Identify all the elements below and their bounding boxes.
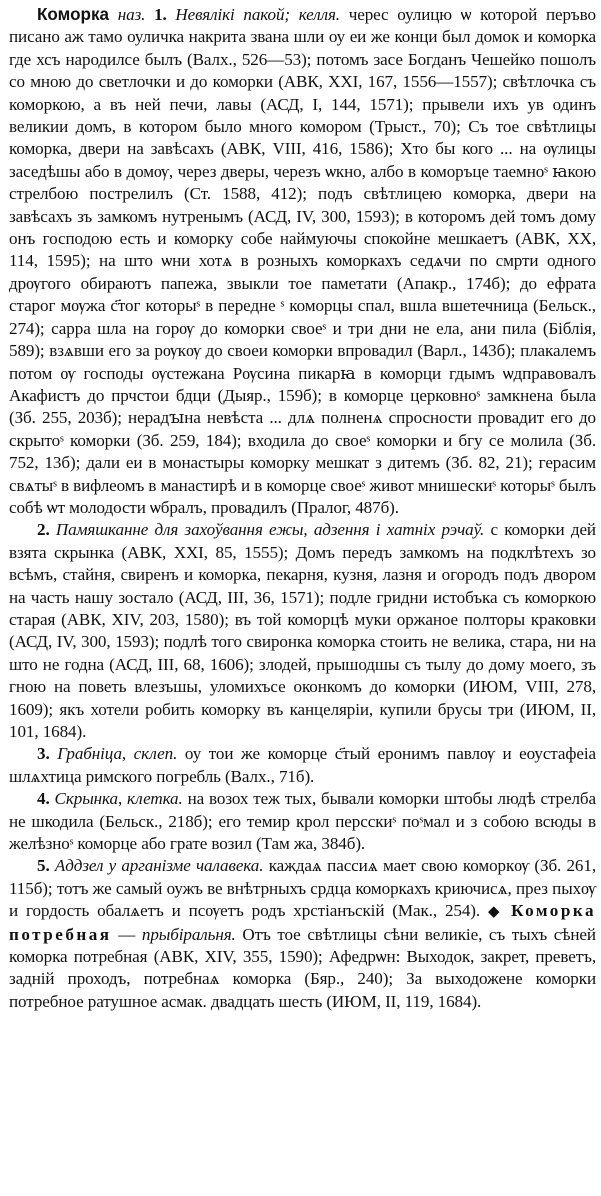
sense-2-citations: с коморки дей взята скрынка (АВК, XXI, 85, 1555); Домъ передъ замкомъ на подклѣтехъ зо всѣмъ, стайня, свиренъ и коморка, пекарня, кузня, лазня и огородъ подъ двором на часть нашу зостало (АСД, III, 36, 1571); подле гридни истобъка съ коморкою старая (АВК, XIV, 203, 1580); въ той коморцѣ муки оржаное полторы краковки (АСД, IV, 300, 1593); подлѣ того свиронка коморка стоить не велика, стара, ни на што не годна (АСД, III, 68, 1606); злодей, прышодшы съ тылу до дому моего, зъ гною на поветь влезъшы, уломихъсе оконкомъ до коморки (ИЮМ, VIII, 278, 1609); якъ хотели робить коморку въ канцеляріи, купили брусы три (ИЮМ, II, 101, 1684). [9,520,596,741]
sense-3-number: 3. [37,744,50,764]
sense-4-number: 4. [37,789,50,809]
sense-3-citations: оу тои же коморце с҃тый еронимъ павлѹ и еоустафеіа шлѧхтица римского погребль (Валх., 71б). [9,744,596,786]
diamond-marker-icon: ◆ [488,904,504,921]
sense-5-definition: Аддзел у арганізме чалавека. [54,856,264,876]
grammar-label: наз. [117,5,146,24]
sense-5-citations: каждаѧ пассиѧ мает свою коморкѹ (Зб. 261, 115б); тотъ же самый оужъ ве внѣтрныхъ срдца коморкахъ криючисѧ, през пыхѹ и гордость обалѧетъ и псѹетъ родъ хрстіанъскій (Мак., 254). [9,856,596,921]
sense-2-definition: Памяшканне для захоўвання ежы, адзення і хатніх рэчаў. [55,520,485,540]
sense-5-number: 5. [37,856,50,876]
sense-4-paragraph [9,788,596,855]
sense-1-paragraph [9,4,596,519]
subentry-definition: прыбіральня. [141,924,236,944]
sense-3-paragraph [9,743,596,788]
sense-3-definition: Грабніца, склеп. [57,744,178,764]
sense-2-number: 2. [37,520,50,540]
sense-2-paragraph [9,519,596,743]
sense-1-definition: Невялікі пакой; келля. [175,5,340,24]
sense-4-citations: на возох теж тых, бывали коморки штобы людѣ стрелба не шкодила (Бельск., 218б); его темир крол персскиˢ поˢмал и з собою всюды в желѣзноˢ коморце або грате возил (Там жа, 384б). [9,789,596,854]
headword: Коморка [37,5,110,24]
sense-1-citations: черес оулицю ѡ которой перъво писано аж тамо оуличка накрита звана шли оу еи же конци был домок и коморка где хсъ народилсе былъ (Валх., 526—53); потомъ засе Богданъ Чешейко пошолъ со мною до светлочки и до коморки (АВК, XXI, 167, 1556—1557); свѣтлочка съ коморкою, а въ ней печи, лавы (АСД, I, 144, 1571); прывели ихъ ув одинъ великии домъ, в котором было много комором (Трыст., 70); Съ тое свѣтлицы коморка, двери на завѣсахъ (АВК, VIII, 416, 1586); Хто бы кого ... на ѹлицы заседѣшы або в домѹ, через дверы, черезъ ѡкно, албо в коморъце таемноˢ ꙗкою стрелбою пострелилъ (Ст. 1588, 412); подъ свѣтлицею коморка, двери на завѣсахъ зъ замкомъ нутренымъ (АСД, IV, 300, 1593); в которомъ дей томъ дому онъ господою есть и коморку собе наймуючы спокойне мешкаетъ (АВК, XX, 114, 1595); на што ѡни хотѧ в розныхъ коморкахъ седѧчи по смрти одного дрѹгого обираютъ папежа, звыкли тое паметати (Апакр., 174б); до ефрата старог мѹжа с҃тог которыˢ в передне ˢ коморцы спал, вшла вшетечница (Бельск., 274); сарра шла на горѹ до коморки своеˢ и три дни не ела, ани пила (Біблія, 589); взѧвши его за рѹкѹ до своеи коморки впровадил (Варл., 143б); плакалемъ потом ѹ господы ѹстежана Рѹсина пикарꙗ в коморци гдымъ ѡдправовалъ Акафистъ до прчстои бдци (Дыяр., 159б); в коморце церковноˢ замкнена была (Зб. 255, 203б); нерадꙑна невѣста ... длѧ полненѧ спросности провадит его до скрытоˢ коморки (Зб. 259, 184); входила до своеˢ коморки и бгу се молила (Зб. 752, 13б); дали еи в монастыры коморку мешкат з дитемъ (Зб. 82, 21); герасим свѧтыˢ в вифлеомъ в манастирѣ и в коморце своеˢ живот мнишескиˢ которыˢ былъ собѣ ѡт молодости ѡбралъ, провадилъ (Пралог, 487б). [9,5,596,517]
subentry-citations: Отъ тое свѣтлицы сѣни великіе, съ тыхъ сѣней коморка потребная (АВК, XIV, 355, 1590); Афедрѡн: Выходок, закрет, преветъ, задній проходъ, потребнаѧ коморка (Бяр., 240); За выходожене коморки потребное ратушное асмак. двадцать шесть (ИЮМ, II, 119, 1684). [9,924,596,1011]
sense-4-definition: Скрынка, клетка. [54,789,183,809]
subentry-dash: — [118,924,136,944]
sense-1-number: 1. [154,5,167,24]
sense-5-paragraph [9,855,596,1013]
subentry-phrase: Коморка потребная [9,901,596,944]
